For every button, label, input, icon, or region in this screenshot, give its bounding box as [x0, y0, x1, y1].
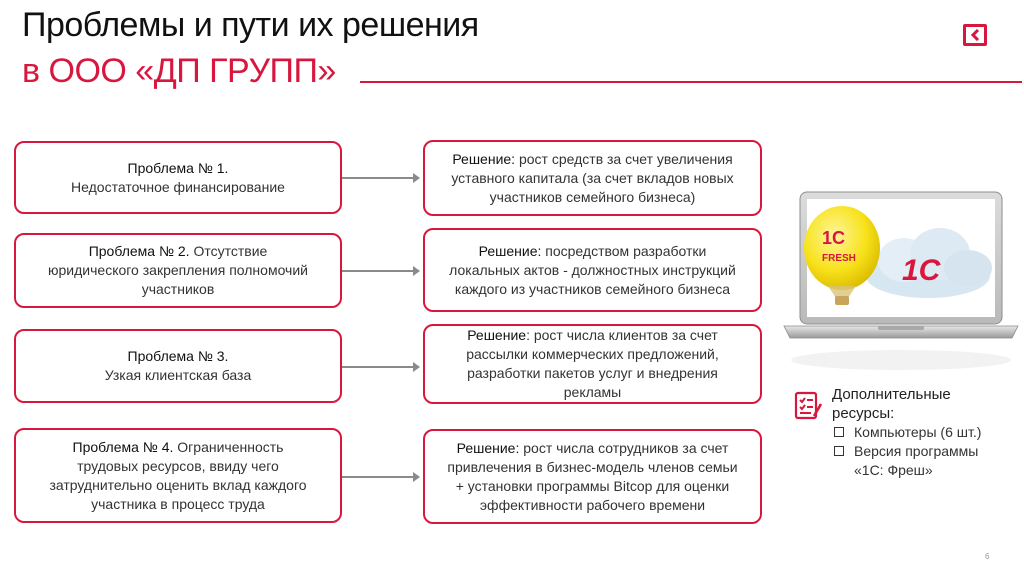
solution-text: привлечения в бизнес-модель членов семьи — [447, 458, 738, 475]
problem-text: участника в процесс труда — [91, 495, 265, 512]
list-item-text: Версия программы — [854, 443, 979, 459]
solution-text: рост числа сотрудников за счет — [523, 439, 729, 456]
solution-text: + установки программы Bitcop для оценки — [455, 477, 730, 494]
problem-text: участников — [141, 281, 215, 297]
solution-text: рост средств за счет увеличения — [518, 150, 733, 167]
problem-text: Отсутствие — [193, 243, 268, 259]
resources-list — [834, 423, 981, 480]
problem-text: юридического закрепления полномочий — [48, 262, 308, 278]
laptop-illustration — [780, 188, 1022, 384]
solution-heading: Решение: — [452, 150, 516, 167]
list-item-continuation — [834, 461, 981, 480]
solution-text: : рост числа клиентов за счет — [526, 327, 718, 343]
list-item — [834, 423, 981, 442]
arrow-connector — [342, 177, 418, 179]
title-divider — [360, 81, 1022, 83]
back-arrow-icon — [970, 29, 982, 41]
arrow-connector — [342, 476, 418, 478]
logo-1c: 1С — [902, 254, 941, 287]
logo-1c-fresh-bottom: FRESH — [822, 253, 856, 264]
solution-text: локальных актов - должностных инструкций — [449, 261, 736, 278]
resources-title — [832, 385, 951, 423]
solution-box-1 — [423, 140, 762, 216]
checkbox-icon — [834, 427, 844, 437]
solution-heading: Решение: — [456, 439, 520, 456]
solution-text: разработки пакетов услуг и внедрения — [467, 365, 718, 381]
solution-heading: Решение: — [478, 242, 542, 259]
list-item — [834, 442, 981, 461]
solution-text: посредством разработки — [545, 242, 707, 259]
problem-text: Ограниченность — [177, 438, 284, 455]
resources-title-line: ресурсы: — [832, 405, 895, 422]
solution-heading: Решение — [467, 327, 527, 343]
problem-text: затруднительно оценить вклад каждого — [49, 476, 307, 493]
document-checklist-icon — [793, 390, 823, 420]
problem-text: Недостаточное финансирование — [71, 178, 285, 195]
problem-box-4 — [14, 428, 342, 523]
arrow-connector — [342, 270, 418, 272]
problem-text: Узкая клиентская база — [104, 367, 252, 383]
solution-text: рекламы — [563, 384, 622, 400]
problem-heading: Проблема № 3. — [127, 348, 229, 364]
solution-text: рассылки коммерческих предложений, — [466, 346, 719, 362]
solution-text: каждого из участников семейного бизнеса — [454, 280, 731, 297]
solution-box-2 — [423, 228, 762, 312]
checkbox-icon — [834, 446, 844, 456]
solution-text: участников семейного бизнеса) — [489, 188, 696, 205]
problem-heading: Проблема № 4. — [72, 438, 174, 455]
solution-box-4 — [423, 429, 762, 524]
page-number: 6 — [985, 552, 990, 561]
list-item-text: Компьютеры (6 шт.) — [854, 424, 982, 440]
logo-1c-fresh-top: 1С — [822, 228, 846, 248]
problem-text: трудовых ресурсов, ввиду чего — [77, 457, 279, 474]
arrow-connector — [342, 366, 418, 368]
solution-text: эффективности рабочего времени — [479, 496, 706, 513]
slide-title: Проблемы и пути их решения — [22, 6, 479, 44]
problem-heading: Проблема № 1. — [127, 159, 229, 176]
list-item-text: «1С: Фреш» — [854, 462, 933, 478]
solution-text: уставного капитала (за счет вкладов новых — [451, 169, 734, 186]
back-button[interactable] — [963, 24, 987, 46]
problem-box-1 — [14, 141, 342, 214]
solution-box-3 — [423, 324, 762, 404]
resources-title-line: Дополнительные — [832, 386, 951, 403]
slide-subtitle: в ООО «ДП ГРУПП» — [22, 52, 336, 90]
problem-box-2 — [14, 233, 342, 308]
problem-box-3 — [14, 329, 342, 403]
problem-heading: Проблема № 2. — [88, 243, 190, 259]
